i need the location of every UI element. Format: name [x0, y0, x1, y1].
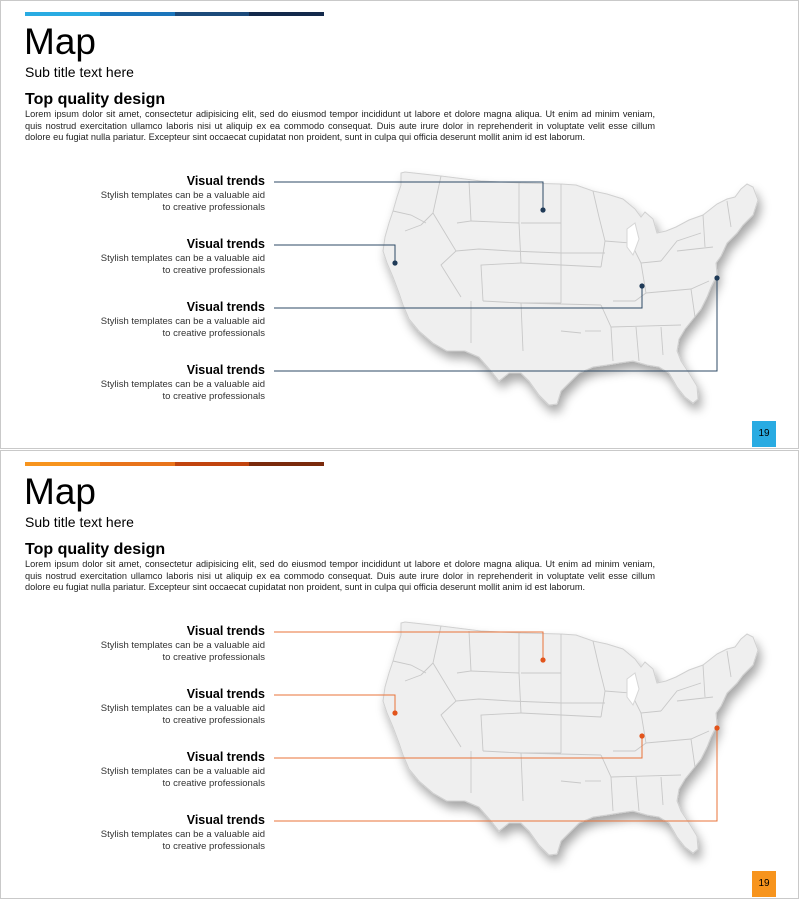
callout-text [61, 316, 265, 340]
body-paragraph: Lorem ipsum dolor sit amet, consectetur adipisicing elit, sed do eiusmod tempor incididunt ut labore et dolore magna aliqua. Ut enim ad minim veniam, quis nostrud exercitation ullamco laboris nisi ut aliquip ex ea commodo consequat. Duis aute irure dolor in reprehenderit in voluptate velit esse cillum dolore eu fugiat nulla pariatur. Excepteur sint occaecat cupidatat non proident, sunt in culpa qui officia deserunt mollit anim id est laborum. [25, 559, 655, 592]
callout-title: Visual trends [186, 237, 265, 251]
callout-2 [61, 237, 265, 277]
page-number: 19 [752, 871, 776, 897]
callout-text-line: to creative professionals [162, 652, 265, 663]
location-marker [639, 733, 644, 738]
callout-title: Visual trends [186, 687, 265, 701]
location-marker [392, 260, 397, 265]
callout-text-line: Stylish templates can be a valuable aid [100, 640, 265, 651]
callout-title: Visual trends [186, 174, 265, 188]
callout-text-line: to creative professionals [162, 841, 265, 852]
callout-4 [61, 813, 265, 853]
callout-2 [61, 687, 265, 727]
location-marker [714, 275, 719, 280]
callout-text-line: Stylish templates can be a valuable aid [100, 829, 265, 840]
slide-title: Map [24, 21, 96, 62]
callout-4 [61, 363, 265, 403]
slide-subtitle: Sub title text here [25, 64, 134, 80]
callout-title: Visual trends [186, 624, 265, 638]
callout-text-line: to creative professionals [162, 715, 265, 726]
callout-text [61, 640, 265, 664]
usa-land-shape [383, 622, 758, 855]
location-marker [639, 283, 644, 288]
callout-text-line: Stylish templates can be a valuable aid [100, 379, 265, 390]
callout-text-line: to creative professionals [162, 328, 265, 339]
callout-1 [61, 174, 265, 214]
location-marker [392, 710, 397, 715]
section-heading: Top quality design [25, 91, 166, 108]
callout-text-line: to creative professionals [162, 202, 265, 213]
location-marker [540, 657, 545, 662]
usa-map-icon [383, 622, 758, 855]
body-paragraph: Lorem ipsum dolor sit amet, consectetur adipisicing elit, sed do eiusmod tempor incididunt ut labore et dolore magna aliqua. Ut enim ad minim veniam, quis nostrud exercitation ullamco laboris nisi ut aliquip ex ea commodo consequat. Duis aute irure dolor in reprehenderit in voluptate velit esse cillum dolore eu fugiat nulla pariatur. Excepteur sint occaecat cupidatat non proident, sunt in culpa qui officia deserunt mollit anim id est laborum. [25, 109, 655, 142]
connector-line [274, 695, 395, 713]
callout-title: Visual trends [186, 750, 265, 764]
callout-text-line: Stylish templates can be a valuable aid [100, 190, 265, 201]
callout-title: Visual trends [186, 813, 265, 827]
section-heading: Top quality design [25, 541, 166, 558]
callout-3 [61, 750, 265, 790]
callout-text [61, 190, 265, 214]
slide-1 [0, 0, 799, 449]
page-number: 19 [752, 421, 776, 447]
location-marker [714, 725, 719, 730]
callout-title: Visual trends [186, 300, 265, 314]
location-marker [540, 207, 545, 212]
slide-subtitle: Sub title text here [25, 514, 134, 530]
callout-title: Visual trends [186, 363, 265, 377]
callout-text-line: Stylish templates can be a valuable aid [100, 316, 265, 327]
usa-map-icon [383, 172, 758, 405]
callout-text-line: to creative professionals [162, 778, 265, 789]
callout-text [61, 253, 265, 277]
callout-text-line: Stylish templates can be a valuable aid [100, 253, 265, 264]
connector-line [274, 245, 395, 263]
callout-text-line: to creative professionals [162, 391, 265, 402]
slide-title: Map [24, 471, 96, 512]
callout-1 [61, 624, 265, 664]
usa-land-shape [383, 172, 758, 405]
callout-text-line: Stylish templates can be a valuable aid [100, 766, 265, 777]
callout-text-line: to creative professionals [162, 265, 265, 276]
callout-text [61, 829, 265, 853]
callout-3 [61, 300, 265, 340]
callout-text [61, 379, 265, 403]
callout-text [61, 703, 265, 727]
callout-text [61, 766, 265, 790]
callout-text-line: Stylish templates can be a valuable aid [100, 703, 265, 714]
slide-2 [0, 450, 799, 899]
